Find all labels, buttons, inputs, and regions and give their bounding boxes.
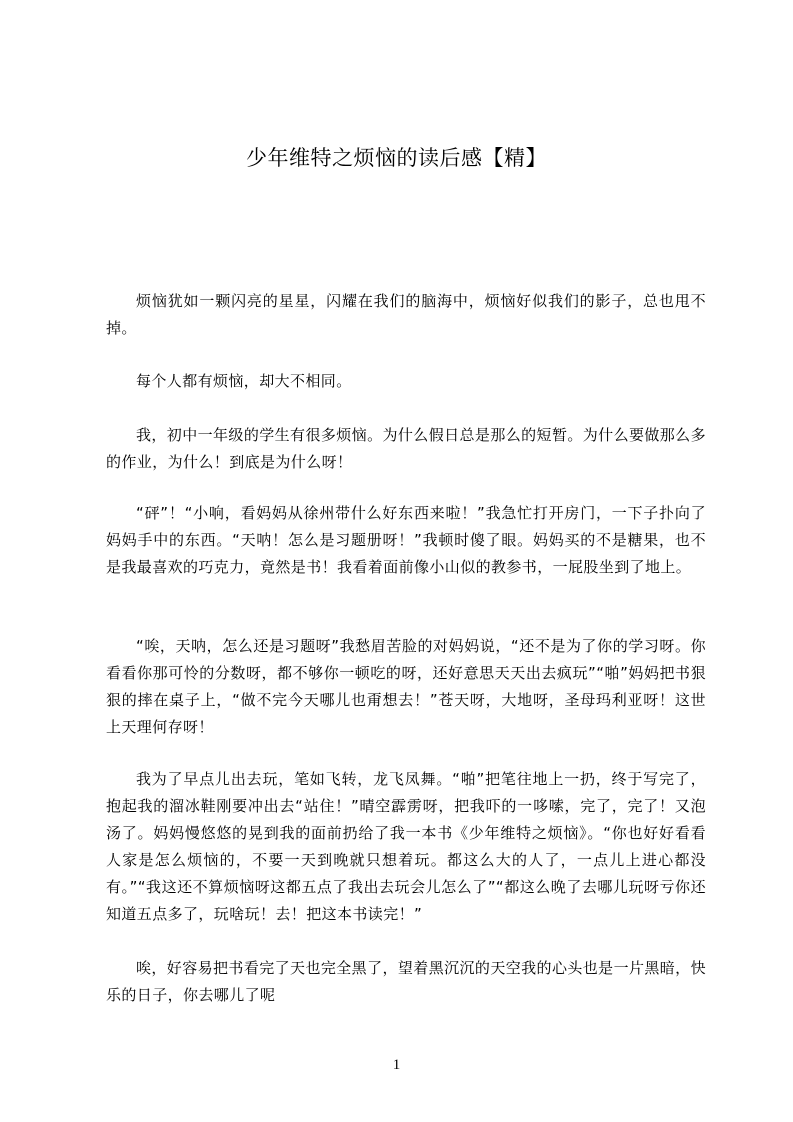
paragraph-1: 烦恼犹如一颗闪亮的星星，闪耀在我们的脑海中，烦恼好似我们的影子，总也甩不掉。: [106, 292, 706, 337]
paragraph-7: 唉，好容易把书看完了天也完全黑了，望着黑沉沉的天空我的心头也是一片黑暗，快乐的日子，你去哪儿了呢: [106, 959, 706, 1004]
paragraph-6: 我为了早点儿出去玩，笔如飞转，龙飞凤舞。“啪”把笔往地上一扔，终于写完了，抱起我的溜冰鞋刚要冲出去“站住！”晴空霹雳呀，把我吓的一哆嗦，完了，完了！又泡汤了。妈妈慢悠悠的晃到我的面前扔给了我一本书《少年维特之烦恼》。“你也好好看看人家是怎么烦恼的，不要一天到晚就只想着玩。都这么大的人了，一点儿上进心都没有。”“我这还不算烦恼呀这都五点了我出去玩会儿怎么了”“都这么晚了去哪儿玩呀亏你还知道五点多了，玩啥玩！去！把这本书读完！”: [106, 770, 706, 923]
page-title: 少年维特之烦恼的读后感【精】: [246, 146, 547, 170]
paragraph-3: 我，初中一年级的学生有很多烦恼。为什么假日总是那么的短暂。为什么要做那么多的作业，为什么！到底是为什么呀！: [106, 426, 706, 471]
page-number: 1: [392, 1057, 401, 1073]
paragraph-4: “砰”！“小响，看妈妈从徐州带什么好东西来啦！”我急忙打开房门，一下子扑向了妈妈手中的东西。“天呐！怎么是习题册呀！”我顿时傻了眼。妈妈买的不是糖果，也不是我最喜欢的巧克力，竟然是书！我看着面前像小山似的教参书，一屁股坐到了地上。: [106, 504, 706, 576]
paragraph-5: “唉，天呐，怎么还是习题呀”我愁眉苦脸的对妈妈说，“还不是为了你的学习呀。你看看你那可怜的分数呀，都不够你一顿吃的呀，还好意思天天出去疯玩”“啪”妈妈把书狠狠的摔在桌子上，“做不完今天哪儿也甭想去！”苍天呀，大地呀，圣母玛利亚呀！这世上天理何存呀！: [106, 637, 706, 736]
paragraph-2: 每个人都有烦恼，却大不相同。: [136, 372, 352, 390]
